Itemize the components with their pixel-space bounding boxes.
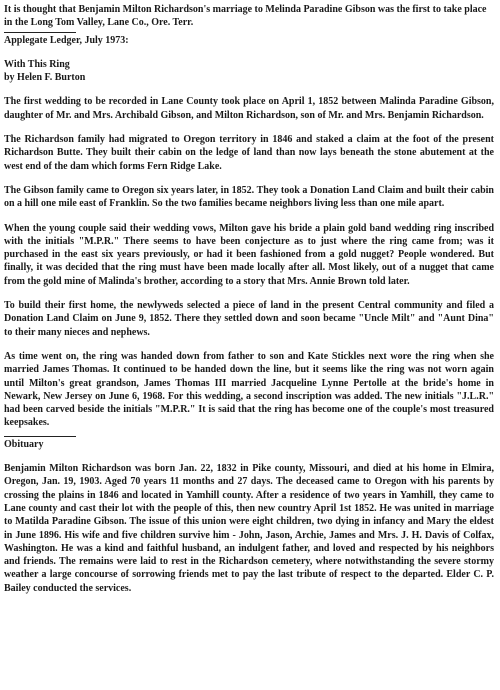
article-paragraph: The Richardson family had migrated to Oregon territory in 1846 and staked a claim at the foot of the present Richardson Butte. They built their cabin on the ledge of land than now lays beneath the stone abutement at the west end of the dam which forms Fern Ridge Lake. [4,134,494,172]
article-paragraph: When the young couple said their wedding vows, Milton gave his bride a plain gold band wedding ring inscribed with the initials "M.P.R." There seems to have been conjecture as to just where the ring came from; was it purchased in the east six years previously, or had it been fashioned from a gold nugget? People wondered. But finally, it was decided that the ring must have been made locally after all. Most likely, out of a nugget that came from the gold mine of Malinda's brother, according to a story that Mrs. Annie Brown told later. [4,222,494,287]
obituary-heading: Obituary [4,438,44,450]
article-paragraph: As time went on, the ring was handed down from father to son and Kate Stickles next wore the ring when she married James Thomas. It continued to be handed down the line, but it seems like the ring was not worn again until Milton's great grandson, James Thomas III married Jacqueline Lynne Pertolle at the bride's home in Newark, New Jersey on June 6, 1968. For this wedding, a second inscription was added. The new initials "J.L.R." had been carved beside the initials "M.P.R." It is said that the ring has become one of the couple's most treasured keepsakes. [4,350,494,429]
source-citation: Applegate Ledger, July 1973: [4,34,129,46]
intro-paragraph: It is thought that Benjamin Milton Richardson's marriage to Melinda Paradine Gibson was the first to take place in the Long Tom Valley, Lane Co., Ore. Terr. [4,4,487,29]
divider-rule [4,32,76,33]
article-title: With This Ring [4,58,70,70]
article-paragraph: The Gibson family came to Oregon six years later, in 1852. They took a Donation Land Claim and built their cabin on a hill one mile east of Franklin. So the two families became neighbors living less than one mile apart. [4,184,494,210]
divider-rule [4,436,76,437]
obituary-text: Benjamin Milton Richardson was born Jan. 22, 1832 in Pike county, Missouri, and died at his home in Elmira, Oregon, Jan. 19, 1903. Aged 70 years 11 months and 27 days. The deceased came to Oregon with his parents by crossing the plains in 1846 and located in Yamhill county. After a residence of two years in Yamhill, they came to Lane county and cast their lot with the people of this, then new country April 1st 1852. He was united in marriage to Matilda Paradine Gibson. The issue of this union were eight children, two dying in infancy and Mary the eldest in June 1896. His wife and five children survive him - John, Jason, Archie, James and Mrs. J. H. Davis of Colfax, Washington. He was a kind and faithful husband, an indulgent father, and loved and respected by his neighbors and friends. The remains were laid to rest in the Richardson cemetery, where notwithstanding the severe stormy weather a large concourse of sorrowing friends met to pay the last tribute of respect to the departed. Elder C. P. Bailey conducted the services. [4,463,494,594]
article-byline: by Helen F. Burton [4,72,86,84]
article-paragraph: To build their first home, the newlyweds selected a piece of land in the present Central community and filed a Donation Land Claim on June 9, 1852. There they settled down and soon became "Uncle Milt" and "Aunt Dina" to their many nieces and nephews. [4,300,494,338]
article-paragraph: The first wedding to be recorded in Lane County took place on April 1, 1852 between Malinda Paradine Gibson, daughter of Mr. and Mrs. Archibald Gibson, and Milton Richardson, son of Mr. and Mrs. Benjamin Richardson. [4,96,494,121]
